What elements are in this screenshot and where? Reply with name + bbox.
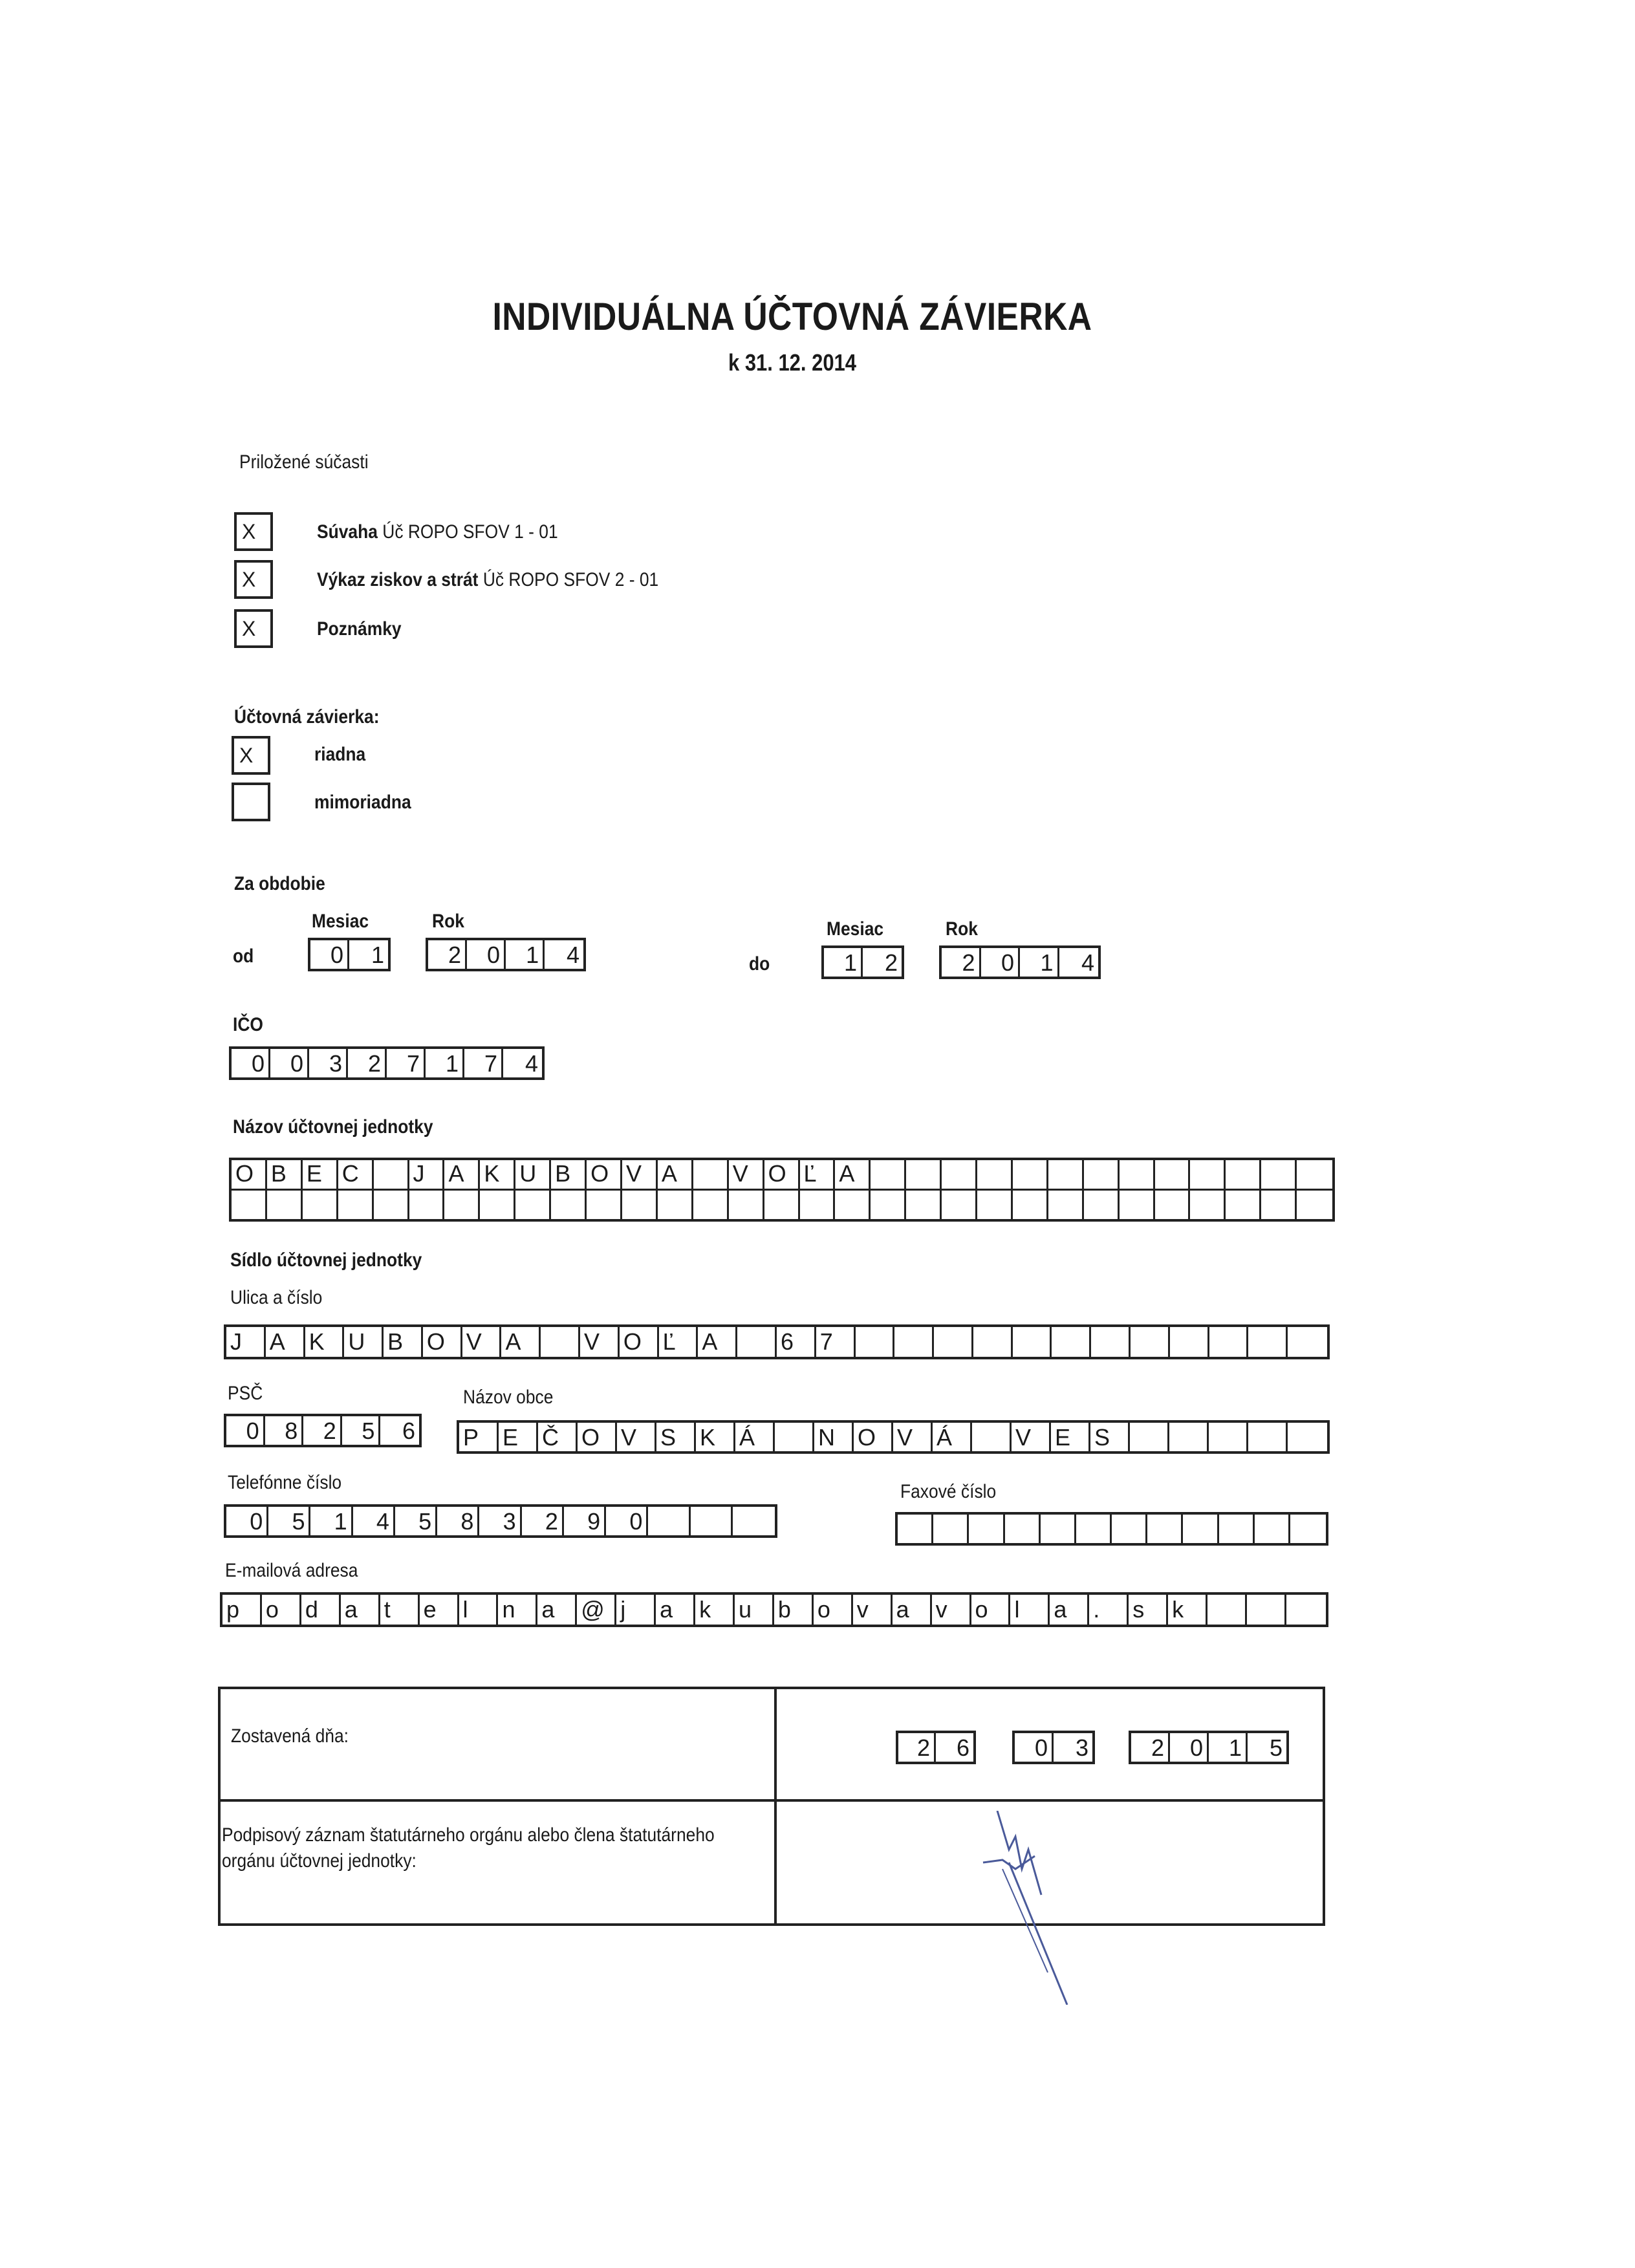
char-cell [1219,1515,1255,1543]
from-year-label: Rok [432,911,464,932]
char-cell [658,1191,693,1219]
char-cell: . [1089,1595,1129,1625]
char-cell: P [459,1423,499,1451]
char-cell: 5 [268,1507,310,1535]
char-cell: 2 [303,1416,342,1445]
char-cell: K [480,1160,515,1189]
char-cell [1005,1515,1041,1543]
char-cell [1052,1327,1091,1357]
char-cell: 5 [395,1507,437,1535]
char-cell: @ [577,1595,616,1625]
char-cell: J [226,1327,266,1357]
char-cell: E [303,1160,338,1189]
char-cell: V [617,1423,656,1451]
char-cell [906,1191,942,1219]
char-cell [1084,1160,1120,1189]
city-label: Názov obce [463,1387,554,1408]
char-cell [1170,1327,1209,1357]
char-cell: 2 [522,1507,564,1535]
char-cell [1013,1327,1052,1357]
char-cell [648,1507,690,1535]
char-cell: V [580,1327,620,1357]
char-cell: 8 [265,1416,304,1445]
char-cell [1248,1423,1288,1451]
char-cell: b [774,1595,814,1625]
char-cell: A [698,1327,737,1357]
char-cell: O [587,1160,622,1189]
char-cell: v [932,1595,971,1625]
char-cell [942,1191,977,1219]
char-cell [693,1160,729,1189]
entity-name-label: Názov účtovnej jednotky [233,1116,433,1138]
table-divider-horizontal [221,1799,1323,1802]
from-year-field[interactable]: 2 0 1 4 [426,938,586,971]
street-field[interactable] [224,1324,1330,1359]
char-cell: l [1010,1595,1050,1625]
char-cell [267,1191,303,1219]
char-cell: k [695,1595,735,1625]
char-cell [977,1191,1013,1219]
char-cell [1183,1515,1218,1543]
char-cell: 4 [353,1507,395,1535]
char-cell: 0 [226,1416,265,1445]
char-cell [933,1515,969,1543]
phone-label: Telefónne číslo [228,1472,342,1493]
char-cell: n [498,1595,537,1625]
char-cell: O [423,1327,462,1357]
char-cell [1048,1191,1084,1219]
closing-mimoriadna-label: mimoriadna [314,792,411,813]
char-cell: S [1090,1423,1130,1451]
char-cell [906,1160,942,1189]
closing-riadna-label: riadna [314,744,366,765]
char-cell [934,1327,973,1357]
char-cell [1013,1160,1048,1189]
char-cell [737,1327,777,1357]
char-cell: N [814,1423,854,1451]
char-cell [1247,1595,1286,1625]
char-cell: S [656,1423,696,1451]
ico-field[interactable]: 0 0 3 2 7 1 7 4 [229,1046,545,1080]
char-cell [622,1191,658,1219]
char-cell [1226,1191,1261,1219]
char-cell: p [222,1595,262,1625]
attachments-heading: Priložené súčasti [239,451,369,473]
char-cell [942,1160,977,1189]
to-year-label: Rok [946,918,978,940]
char-cell: 6 [402,1418,416,1444]
char-cell [1297,1160,1332,1189]
signature-label: Podpisový záznam štatutárneho orgánu alebo člena štatutárneho orgánu účtovnej jednotky: [222,1824,715,1872]
char-cell: a [1050,1595,1089,1625]
table-divider-vertical [774,1689,777,1923]
char-cell [1131,1327,1170,1357]
char-cell [1290,1515,1326,1543]
char-cell: O [854,1423,893,1451]
fax-label: Faxové číslo [900,1481,997,1502]
char-cell: s [1129,1595,1168,1625]
email-field[interactable] [220,1592,1328,1627]
char-cell [856,1327,895,1357]
char-cell [898,1515,933,1543]
char-cell [1288,1423,1327,1451]
char-cell [775,1423,814,1451]
city-field[interactable] [457,1420,1330,1454]
from-month-field[interactable]: 0 1 [308,938,391,971]
char-cell: o [971,1595,1011,1625]
signature-table [218,1687,1325,1926]
char-cell: O [764,1160,800,1189]
compiled-date-label: Zostavená dňa: [231,1725,349,1747]
psc-field[interactable] [224,1414,422,1447]
street-label: Ulica a číslo [230,1287,323,1308]
fax-field[interactable] [895,1512,1328,1546]
char-cell [409,1191,445,1219]
to-label: do [749,953,770,975]
char-cell [1286,1595,1326,1625]
char-cell [374,1191,409,1219]
psc-label: PSČ [228,1383,263,1404]
char-cell: V [622,1160,658,1189]
char-cell: K [305,1327,345,1357]
char-cell: a [341,1595,380,1625]
char-cell: u [735,1595,774,1625]
char-cell [1248,1327,1288,1357]
checkbox-vykaz[interactable]: X [234,560,273,599]
char-cell: J [409,1160,445,1189]
char-cell: Č [538,1423,578,1451]
char-cell: V [729,1160,764,1189]
char-cell [1120,1160,1155,1189]
period-heading: Za obdobie [234,873,325,894]
char-cell: 0 [606,1507,648,1535]
char-cell [969,1515,1004,1543]
char-cell [973,1327,1013,1357]
char-cell [1297,1191,1332,1219]
char-cell: V [1012,1423,1051,1451]
char-cell [1120,1191,1155,1219]
char-cell [693,1191,729,1219]
char-cell: Ľ [659,1327,698,1357]
char-cell: Ľ [800,1160,836,1189]
char-cell: 3 [479,1507,521,1535]
char-cell [972,1423,1012,1451]
char-cell: V [893,1423,933,1451]
char-cell [871,1191,906,1219]
char-cell [480,1191,515,1219]
char-cell [729,1191,764,1219]
from-label: od [233,945,254,967]
char-cell [541,1327,580,1357]
char-cell [1209,1423,1248,1451]
to-month-label: Mesiac [827,918,884,940]
document-date: k 31. 12. 2014 [728,349,856,376]
compiled-month-field[interactable]: 0 3 [1012,1731,1095,1764]
checkbox-poznamky[interactable]: X [234,609,273,648]
char-cell [1048,1160,1084,1189]
attachment-suvaha-label: Súvaha Úč ROPO SFOV 1 - 01 [317,521,558,543]
char-cell [800,1191,836,1219]
char-cell: C [338,1160,374,1189]
char-cell: 9 [564,1507,606,1535]
checkbox-riadna[interactable]: X [232,736,270,775]
char-cell: 0 [226,1507,268,1535]
char-cell: 6 [777,1327,816,1357]
char-cell [232,1191,267,1219]
document-title: INDIVIDUÁLNA ÚČTOVNÁ ZÁVIERKA [492,295,1092,338]
char-cell: v [853,1595,893,1625]
char-cell [1155,1191,1191,1219]
char-cell [338,1191,374,1219]
char-cell: U [344,1327,384,1357]
to-month-field[interactable]: 1 2 [821,945,904,979]
char-cell [1261,1191,1297,1219]
attachment-poznamky-label: Poznámky [317,618,402,640]
char-cell: Á [735,1423,775,1451]
char-cell [764,1191,800,1219]
char-cell: A [266,1327,305,1357]
to-year-field[interactable]: 2 0 1 4 [939,945,1101,979]
checkbox-suvaha[interactable]: X [234,512,273,551]
char-cell: o [814,1595,853,1625]
char-cell [374,1160,409,1189]
char-cell: e [420,1595,459,1625]
entity-name-field[interactable] [229,1158,1335,1222]
char-cell: U [515,1160,551,1189]
char-cell: a [537,1595,577,1625]
compiled-year-field[interactable]: 2 0 1 5 [1129,1731,1289,1764]
char-cell [871,1160,906,1189]
char-cell: A [444,1160,480,1189]
char-cell: B [551,1160,587,1189]
char-cell [515,1191,551,1219]
char-cell [1076,1515,1112,1543]
char-cell [303,1191,338,1219]
char-cell [835,1191,871,1219]
phone-field[interactable] [224,1504,777,1538]
char-cell: a [656,1595,695,1625]
char-cell [894,1327,934,1357]
char-cell: 8 [437,1507,479,1535]
char-cell: E [499,1423,538,1451]
char-cell [691,1507,733,1535]
char-cell [1255,1515,1290,1543]
char-cell [1207,1595,1247,1625]
char-cell: V [462,1327,502,1357]
char-cell [1169,1423,1209,1451]
char-cell: j [616,1595,656,1625]
char-cell: B [267,1160,303,1189]
char-cell [587,1191,622,1219]
char-cell [733,1507,775,1535]
signature-image [970,1811,1099,2005]
checkbox-mimoriadna[interactable] [232,783,270,821]
char-cell: 5 [342,1416,381,1445]
compiled-day-field[interactable]: 2 6 [896,1731,976,1764]
char-cell [1155,1160,1191,1189]
char-cell: l [459,1595,499,1625]
char-cell [1112,1515,1147,1543]
char-cell [1261,1160,1297,1189]
char-cell [1130,1423,1169,1451]
char-cell: O [578,1423,617,1451]
char-cell: O [232,1160,267,1189]
char-cell: k [1168,1595,1207,1625]
char-cell: 1 [310,1507,352,1535]
char-cell: 7 [816,1327,856,1357]
char-cell [1226,1160,1261,1189]
seat-heading: Sídlo účtovnej jednotky [230,1249,422,1271]
char-cell: t [380,1595,420,1625]
char-cell [1190,1191,1226,1219]
char-cell: B [384,1327,423,1357]
char-cell: A [501,1327,541,1357]
closing-type-heading: Účtovná závierka: [234,706,380,728]
char-cell: K [696,1423,735,1451]
char-cell [1084,1191,1120,1219]
char-cell: A [835,1160,871,1189]
from-month-label: Mesiac [312,911,369,932]
char-cell: E [1051,1423,1090,1451]
char-cell [1288,1327,1327,1357]
attachment-vykaz-label: Výkaz ziskov a strát Úč ROPO SFOV 2 - 01 [317,569,659,590]
ico-label: IČO [233,1014,263,1035]
char-cell [977,1160,1013,1189]
char-cell [1190,1160,1226,1189]
char-cell [1209,1327,1249,1357]
char-cell: Á [933,1423,972,1451]
char-cell [1013,1191,1048,1219]
char-cell: A [658,1160,693,1189]
char-cell: d [301,1595,341,1625]
char-cell [1147,1515,1183,1543]
char-cell: a [893,1595,932,1625]
email-label: E-mailová adresa [225,1560,358,1581]
char-cell: O [620,1327,659,1357]
char-cell [1091,1327,1131,1357]
char-cell [444,1191,480,1219]
char-cell [1041,1515,1076,1543]
char-cell: o [262,1595,301,1625]
char-cell [551,1191,587,1219]
